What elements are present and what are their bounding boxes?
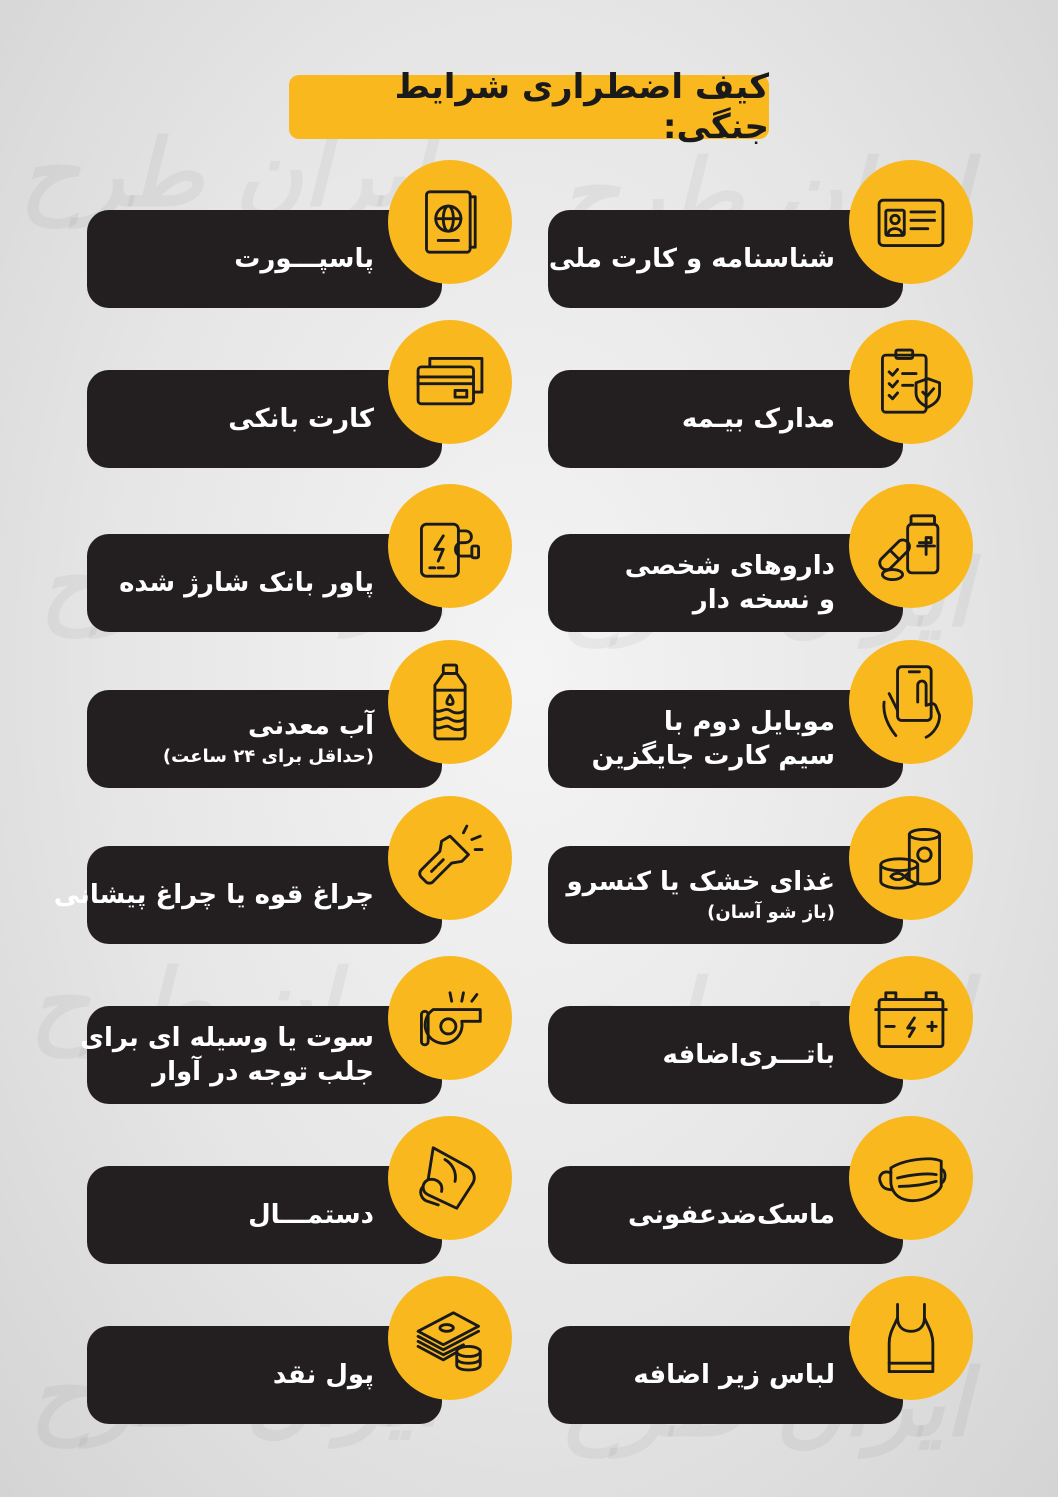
item-label: پاور بانک شارژ شده bbox=[119, 567, 374, 598]
item-text bbox=[34, 846, 374, 944]
list-item-medicine bbox=[548, 484, 973, 644]
item-label: پول نقد bbox=[272, 1359, 374, 1390]
battery-icon bbox=[849, 956, 973, 1080]
item-text bbox=[34, 534, 374, 632]
list-item-cash bbox=[87, 1276, 512, 1436]
list-item-bank-card bbox=[87, 320, 512, 480]
item-sublabel: (باز شو آسان) bbox=[707, 902, 835, 924]
item-sublabel: (حداقل برای ۲۴ ساعت) bbox=[162, 746, 374, 768]
list-item-id-card bbox=[548, 160, 973, 320]
list-item-water bbox=[87, 640, 512, 800]
item-label: پاسپـــورت bbox=[234, 243, 374, 274]
item-text bbox=[495, 210, 835, 308]
item-text bbox=[495, 370, 835, 468]
passport-icon bbox=[388, 160, 512, 284]
list-item-food bbox=[548, 796, 973, 956]
medicine-icon bbox=[849, 484, 973, 608]
flashlight-icon bbox=[388, 796, 512, 920]
handkerchief-icon bbox=[388, 1116, 512, 1240]
list-item-whistle bbox=[80, 956, 512, 1116]
power-bank-icon bbox=[388, 484, 512, 608]
bank-card-icon bbox=[388, 320, 512, 444]
item-label: چراغ قوه یا چراغ پیشانی bbox=[53, 879, 374, 910]
list-item-flashlight bbox=[53, 796, 512, 956]
item-label: دستمـــال bbox=[248, 1199, 374, 1230]
item-label: آب معدنی bbox=[248, 711, 374, 742]
list-item-handkerchief bbox=[87, 1116, 512, 1276]
list-item-insurance bbox=[548, 320, 973, 480]
page-title-text: کیف اضطراری شرایط جنگی: bbox=[394, 67, 769, 147]
item-text bbox=[495, 1166, 835, 1264]
item-text bbox=[495, 1326, 835, 1424]
item-label: کارت بانکی bbox=[228, 403, 374, 434]
list-item-battery bbox=[548, 956, 973, 1116]
item-text bbox=[495, 1006, 835, 1104]
face-mask-icon bbox=[849, 1116, 973, 1240]
list-item-mask bbox=[548, 1116, 973, 1276]
item-text bbox=[34, 1006, 374, 1104]
item-text bbox=[495, 534, 835, 632]
list-item-power-bank bbox=[87, 484, 512, 644]
list-item-undershirt bbox=[548, 1276, 973, 1436]
water-bottle-icon bbox=[388, 640, 512, 764]
item-label: باتـــری‌اضافه bbox=[662, 1039, 835, 1070]
item-text bbox=[34, 1326, 374, 1424]
item-label: ماسک‌ضدعفونی bbox=[627, 1199, 835, 1230]
canned-food-icon bbox=[849, 796, 973, 920]
item-text bbox=[495, 690, 835, 788]
item-text bbox=[34, 690, 374, 788]
mobile-phone-icon bbox=[849, 640, 973, 764]
item-label: داروهای شخصی و نسخه دار bbox=[624, 550, 835, 615]
item-text bbox=[495, 846, 835, 944]
list-item-mobile bbox=[548, 640, 973, 800]
id-card-icon bbox=[849, 160, 973, 284]
item-label: غذای خشک یا کنسرو bbox=[566, 867, 835, 898]
item-text bbox=[34, 1166, 374, 1264]
cash-money-icon bbox=[388, 1276, 512, 1400]
item-text bbox=[34, 370, 374, 468]
item-label: موبایل دوم با سیم کارت جایگزین bbox=[591, 706, 835, 771]
whistle-icon bbox=[388, 956, 512, 1080]
list-item-passport bbox=[87, 160, 512, 320]
item-text bbox=[34, 210, 374, 308]
item-label: شناسنامه و کارت ملی bbox=[548, 243, 835, 274]
item-label: لباس زیر اضافه bbox=[633, 1359, 835, 1390]
insurance-documents-icon bbox=[849, 320, 973, 444]
undershirt-icon bbox=[849, 1276, 973, 1400]
page-title bbox=[289, 67, 769, 147]
item-label: سوت یا وسیله ای برای جلب توجه در آوار bbox=[80, 1022, 374, 1087]
item-label: مدارک بیـمه bbox=[681, 403, 835, 434]
